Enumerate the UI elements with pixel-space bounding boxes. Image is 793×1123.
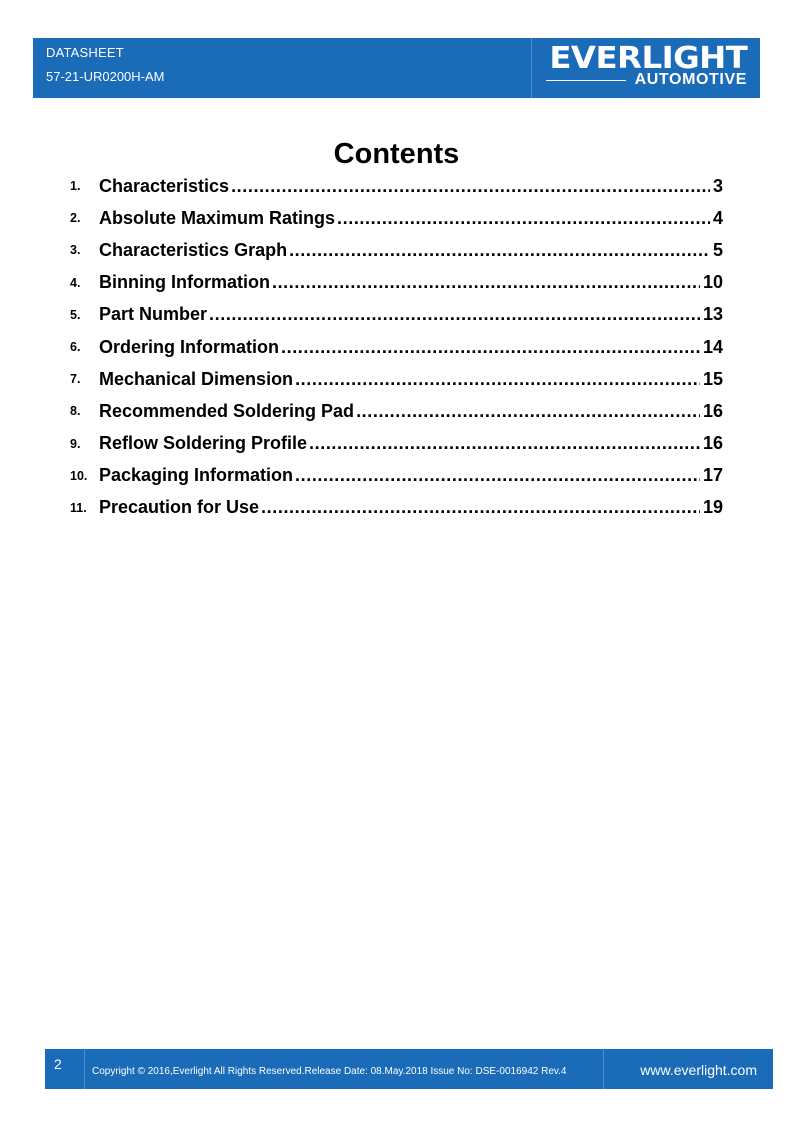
toc-entry[interactable]	[70, 170, 723, 202]
toc-entry-page: 13	[702, 304, 723, 325]
logo-brand-text: EVERLIGHT	[549, 41, 747, 76]
toc-dot-leader	[261, 497, 700, 518]
toc-entry-label: Part Number	[99, 304, 208, 325]
toc-entry-number: 8.	[70, 404, 81, 419]
page-number: 2	[54, 1056, 62, 1072]
toc-entry-number: 10.	[70, 468, 88, 483]
footer-divider	[84, 1049, 85, 1089]
toc-dot-leader	[281, 337, 700, 358]
toc-entry[interactable]	[70, 363, 723, 395]
toc-entry[interactable]	[70, 460, 723, 492]
toc-entry-label: Characteristics Graph	[99, 239, 288, 260]
toc-entry-page: 19	[702, 497, 723, 518]
table-of-contents	[70, 170, 723, 524]
toc-entry-page: 5	[712, 239, 723, 260]
toc-entry-number: 6.	[70, 340, 81, 355]
toc-entry[interactable]	[70, 492, 723, 524]
doc-id-label: 57-21-UR0200H-AM	[46, 69, 165, 84]
toc-dot-leader	[209, 304, 700, 325]
toc-dot-leader	[231, 176, 710, 197]
page-title: Contents	[333, 138, 460, 170]
toc-entry-label: Absolute Maximum Ratings	[99, 207, 336, 228]
toc-entry-page: 16	[702, 433, 723, 454]
toc-entry-number: 11.	[70, 500, 87, 515]
toc-entry-page: 10	[702, 272, 723, 293]
toc-entry-page: 16	[702, 400, 723, 421]
toc-entry[interactable]	[70, 267, 723, 299]
toc-entry-number: 1.	[70, 179, 81, 194]
toc-dot-leader	[309, 433, 700, 454]
doc-type-label: DATASHEET	[46, 45, 124, 60]
toc-entry[interactable]	[70, 331, 723, 363]
toc-entry-label: Mechanical Dimension	[99, 368, 294, 389]
toc-dot-leader	[295, 369, 700, 390]
toc-entry-number: 3.	[70, 243, 81, 258]
toc-entry[interactable]	[70, 299, 723, 331]
toc-entry-label: Characteristics	[99, 175, 230, 196]
page-header	[33, 38, 760, 98]
page-footer	[45, 1049, 773, 1089]
toc-entry-label: Ordering Information	[99, 336, 279, 357]
header-divider	[531, 38, 532, 98]
toc-entry-number: 7.	[70, 372, 81, 387]
copyright-text: Copyright © 2016,Everlight All Rights Reserved.Release Date: 08.May.2018 Issue No: DSE-0016942 Rev.4	[92, 1066, 567, 1077]
toc-dot-leader	[289, 240, 710, 261]
toc-entry-page: 14	[702, 336, 723, 357]
toc-entry-page: 17	[702, 465, 723, 486]
toc-entry-number: 9.	[70, 436, 81, 451]
website-link[interactable]: www.everlight.com	[640, 1062, 757, 1078]
toc-dot-leader	[272, 272, 700, 293]
toc-dot-leader	[295, 465, 700, 486]
toc-entry-page: 15	[702, 368, 723, 389]
toc-entry-label: Recommended Soldering Pad	[99, 400, 355, 421]
toc-entry-label: Precaution for Use	[99, 497, 260, 518]
toc-entry-label: Reflow Soldering Profile	[99, 433, 308, 454]
everlight-logo	[541, 42, 753, 94]
toc-entry-label: Binning Information	[99, 272, 270, 293]
toc-entry-label: Packaging Information	[99, 465, 294, 486]
toc-entry[interactable]	[70, 395, 723, 427]
toc-entry-page: 4	[712, 207, 723, 228]
toc-entry[interactable]	[70, 202, 723, 234]
footer-divider	[603, 1049, 604, 1089]
toc-dot-leader	[356, 401, 700, 422]
toc-entry-number: 5.	[70, 307, 81, 322]
toc-dot-leader	[337, 208, 710, 229]
toc-entry-number: 4.	[70, 275, 81, 290]
logo-rule	[546, 80, 626, 81]
logo-sub-text: AUTOMOTIVE	[634, 71, 747, 88]
toc-entry-number: 2.	[70, 211, 81, 226]
toc-entry[interactable]	[70, 428, 723, 460]
toc-entry-page: 3	[712, 175, 723, 196]
toc-entry[interactable]	[70, 234, 723, 266]
